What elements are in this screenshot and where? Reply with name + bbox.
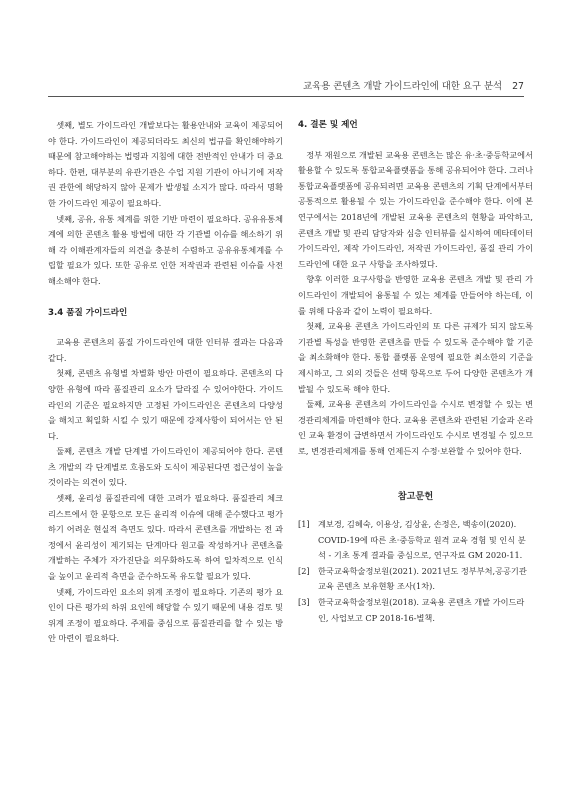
reference-number: [2] bbox=[298, 565, 310, 576]
reference-item bbox=[298, 564, 533, 595]
reference-text: 한국교육학술정보원(2018). 교육용 콘텐츠 개발 가이드라인, 사업보고 CP 2018-16-별책. bbox=[318, 597, 525, 623]
reference-text: 한국교육학술정보원(2021). 2021년도 정부부처,공공기관 교육 콘텐츠 보유현황 조사(1차). bbox=[318, 565, 527, 592]
body-paragraph: 둘째, 콘텐츠 개발 단계별 가이드라인이 제공되어야 한다. 콘텐츠 개발의 각 단계별로 흐름도와 도식이 제공된다면 접근성이 높을 것이라는 의견이 있다. bbox=[48, 446, 283, 488]
body-paragraph: 향후 이러한 요구사항을 반영한 교육용 콘텐츠 개발 및 관리 가이드라인이 개발되어 융통될 수 있는 체계를 만들어야 하는데, 이를 위해 다음과 같이 노력이 필요하다. bbox=[298, 274, 533, 316]
running-header-title: 교육용 콘텐츠 개발 가이드라인에 대한 요구 분석 bbox=[303, 81, 503, 92]
reference-item bbox=[298, 517, 533, 564]
body-paragraph: 첫째, 콘텐츠 유형별 차별화 방안 마련이 필요하다. 콘텐츠의 다양한 유형에 따라 품질관리 요소가 달라질 수 있어야한다. 가이드라인의 기준은 필요하지만 고정된 가이드라인은 콘텐츠의 다양성을 해치고 획일화 시킬 수 있기 때문에 강제사항이 되어서는 안 된다. bbox=[48, 368, 283, 441]
body-paragraph: 셋째, 윤리성 품질관리에 대한 고려가 필요하다. 품질관리 체크리스트에서 한 문항으로 모든 윤리적 이슈에 대해 준수했다고 평가하기 어려운 현실적 측면도 있다. 따라서 콘텐츠를 개발하는 전 과정에서 윤리성이 제기되는 단계마다 원고를 작성하거나 콘텐츠를 개발하는 주체가 자가진단을 의무화하도록 하여 일차적으로 인식을 높이고 윤리적 측면을 준수하도록 유도할 필요가 있다. bbox=[48, 493, 283, 582]
left-column bbox=[48, 118, 283, 647]
section-heading-4: 4. 결론 및 제언 bbox=[298, 120, 358, 130]
reference-number: [3] bbox=[298, 597, 310, 608]
body-paragraph: 정부 재원으로 개발된 교육용 콘텐츠는 많은 유·초·중등학교에서 활용할 수 있도록 통합교육플랫폼을 통해 공유되어야 한다. 그러나 통합교육플랫폼에 공유되려면 교육용 콘텐츠의 기획 단계에서부터 공통적으로 활용될 수 있는 가이드라인을 준수해야 한다. 이에 본 연구에서는 2018년에 개발된 교육용 콘텐츠의 현황을 파악하고, 콘텐츠 개발 및 관리 담당자와 심층 인터뷰를 실시하여 메타데이터 가이드라인, 제작 가이드라인, 저작권 가이드라인, 품질 관리 가이드라인에 대한 요구 사항을 조사하였다. bbox=[298, 149, 533, 269]
references-list bbox=[298, 517, 533, 626]
body-paragraph: 넷째, 공유, 유통 체계를 위한 기반 마련이 필요하다. 공유유통체계에 의한 콘텐츠 활용 방법에 대한 각 기관별 이슈를 해소하기 위해 각 이해관계자들의 의견을 충분히 수렴하고 공유유통체계를 수립할 필요가 있다. 또한 공유로 인한 저작권과 관련된 이슈를 사전 해소해야 한다. bbox=[48, 213, 283, 286]
section-heading-3-4: 3.4 품질 가이드라인 bbox=[48, 307, 128, 318]
right-column bbox=[298, 118, 533, 626]
body-paragraph: 교육용 콘텐츠의 품질 가이드라인에 대한 인터뷰 결과는 다음과 같다. bbox=[48, 337, 283, 363]
body-paragraph: 첫째, 교육용 콘텐츠 가이드라인의 또 다른 규제가 되지 않도록 기관별 특성을 반영한 콘텐츠를 만들 수 있도록 준수해야 할 기준을 최소화해야 한다. 통합 플랫폼 운영에 필요한 최소한의 기준을 제시하고, 그 외의 것들은 선택 항목으로 두어 다양한 콘텐츠가 개발될 수 있도록 해야 한다. bbox=[298, 321, 533, 394]
reference-item bbox=[298, 595, 533, 626]
page-number: 27 bbox=[512, 81, 524, 92]
running-header bbox=[303, 78, 524, 92]
body-paragraph: 셋째, 별도 가이드라인 개발보다는 활용안내와 교육이 제공되어야 한다. 가이드라인이 제공되더라도 최신의 법규를 확인해야하기 때문에 참고해야하는 법령과 지침에 대한 전반적인 안내가 더 중요하다. 한편, 대부분의 유관기관은 수업 지원 기관이 아니기에 저작권 관한에 해당하지 않아 문제가 발생될 소지가 많다. 따라서 명확한 가이드라인 제공이 필요하다. bbox=[48, 120, 283, 208]
reference-text: 계보경, 김혜숙, 이용상, 김상윤, 손정은, 백송이(2020). COVID-19에 따른 초·중등학교 원격 교육 경험 및 인식 분석 - 기초 통계 결과를 중심으로, 연구자료 GM 2020-11. bbox=[318, 519, 526, 561]
header-rule bbox=[48, 96, 524, 97]
body-paragraph: 넷째, 가이드라인 요소의 위계 조정이 필요하다. 기존의 평가 요인이 다른 평가의 하위 요인에 해당할 수 있기 때문에 내용 검토 및 위계 조정이 필요하다. 주제를 중심으로 품질관리를 할 수 있는 방안 마련이 필요하다. bbox=[48, 586, 283, 644]
references-title: 참고문헌 bbox=[397, 491, 434, 503]
reference-number: [1] bbox=[298, 519, 310, 530]
body-paragraph: 둘째, 교육용 콘텐츠의 가이드라인을 수시로 변경할 수 있는 변경관리체계를 마련해야 한다. 교육용 콘텐츠와 관련된 기술과 온라인 교육 환경이 급변하면서 가이드라인도 수시로 변경될 수 있으므로, 변경관리체계를 통해 언제든지 수정·보완할 수 있어야 한다. bbox=[298, 399, 533, 456]
